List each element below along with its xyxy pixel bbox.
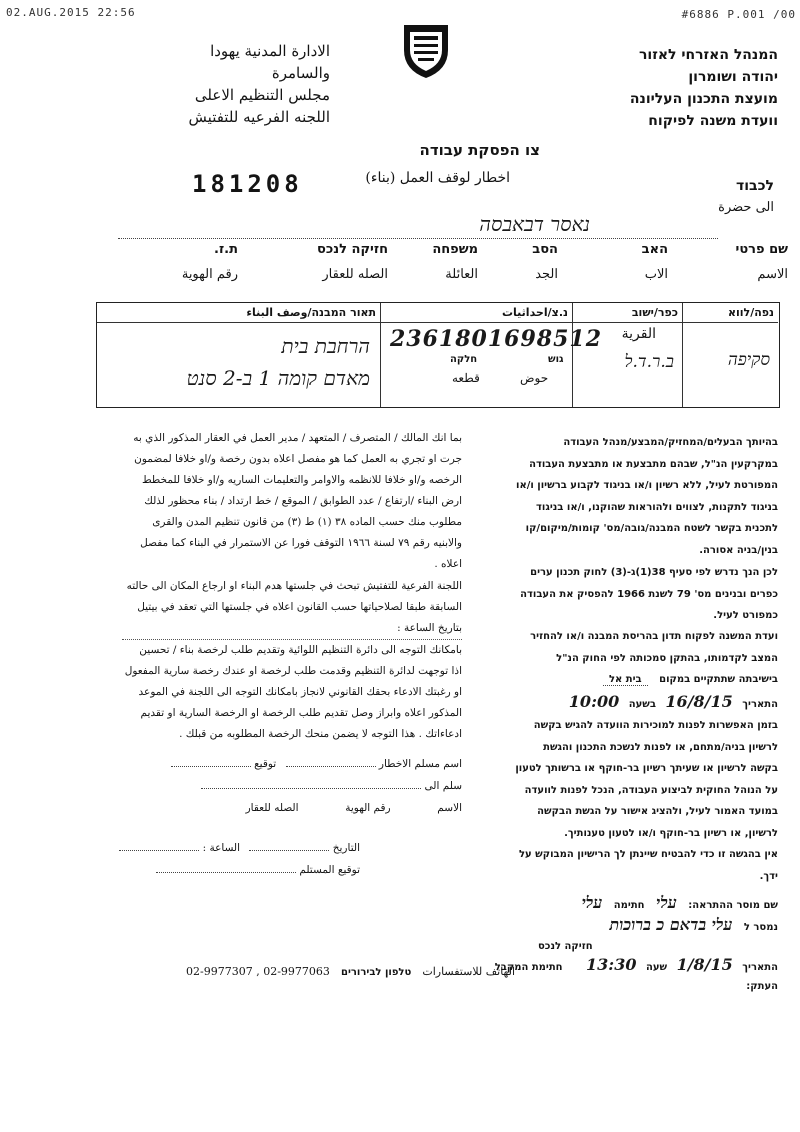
date2-label: התאריך [742,962,778,973]
recipient-sig-row [60,860,360,882]
hebrew-committee-line: על הנוהל החוקית לביצוע העבודה, הנכל לפנות לוועדה [524,784,778,796]
receiver-row [478,914,778,936]
arabic-body-line: والابنيه رقم ٧٩ لسنة ١٩٦٦ التوقف فورا عن الاستمرار في البناء كما مفصل [140,537,462,549]
receiver-value: עלי בדאם כ ברוכות [609,915,733,934]
hebrew-committee [508,626,778,887]
deliverer-value: עלי [656,893,677,912]
hebrew-header-line: המנהל האזרחי לאזור [638,47,778,63]
fax-timestamp: 02.AUG.2015 22:56 [6,6,136,19]
hebrew-committee-line: לרשיון בניה/מתחם, או לפנות לנשכת התכנון והגשת [543,741,778,753]
hour-label-ar: الساعة : [202,842,241,854]
addressee-handwritten: נאסר דבאבסה [479,212,590,236]
footer-hebrew-label: טלפון לבירורים [341,967,412,978]
time-label: בשעה [628,698,656,710]
to-hebrew: לכבוד [736,178,774,194]
col-family-ar: العائلة [445,267,478,282]
arabic-committee-line: ادعاءاتك . هذا التوجه لا يضمن منحك الرخصة المطلوبه من قبلك . [179,728,462,740]
area-value: סקיפה [727,350,770,370]
relation-label: חזיקה לנכס [538,941,593,952]
signature-label: חתימה [613,900,645,911]
hebrew-header-line: מועצת התכנון העליונה [629,91,778,107]
arabic-header [110,40,330,128]
time-value: 10:00 [568,691,620,711]
village-value: ב.ר.ד.ל [624,352,674,372]
recipient-sig-label: توقيع المستلم [299,864,360,876]
delivered-row [120,776,462,798]
hebrew-committee-line: בזמן האפשרות לפנות למוכירות הוועדה להגיש בקשה [533,720,778,731]
arabic-committee-line: بامكانك التوجه الى دائرة التنظيم اللوائية وتقديم طلب لرخصة بناء / تحسين [139,644,462,656]
desc-label: תאור המבנה/وصف البناء [246,306,376,319]
order-number: 181208 [192,170,303,198]
arabic-body-line: ارض البناء /ارتفاع / عدد الطوابق / الموقع / خط ارتداد / بناء محظور لذلك [144,495,462,507]
date-row-ar [60,838,360,860]
hod-label: حوض [520,371,549,385]
hebrew-body-line: המפורטת לעיל, ללא רשיון ו/או בניגוד לקבוע ברשיון ו/או [516,480,778,491]
hebrew-header-line: וועדת משנה לפיקוח [648,113,778,129]
arabic-body-line: اعلاه . [434,558,462,570]
meeting-place-label: בית אל [603,674,648,686]
col-id-heb: ת.ז. [214,242,238,257]
hebrew-body-line: בנין/בניה אסורה. [699,544,778,556]
col-father-ar: الاب [644,267,668,282]
date-value: 16/8/15 [665,691,733,711]
hebrew-order-line: כפרים ובנינים מס' 79 לשנת 1966 להפסיק את העבודה [520,588,778,600]
hebrew-body-line: לתכנית בקשר לשטח המבנה/גובה/מס' קומות/מיקום/קו [525,523,778,534]
helka-label: חלקה [450,354,478,365]
hebrew-body [508,432,778,561]
divider [380,303,381,407]
arabic-committee-line: اذا توجهت لدائرة التنظيم وقدمت طلب لرخصة او عندك رخصة سارية المفعول [124,665,462,677]
col-father-heb: האב [641,242,668,257]
col-grandfather-heb: הסב [532,242,558,257]
desc-value-2: מאדם קומה 1 ב-2 סנט [186,366,370,390]
arabic-body [60,428,462,575]
coords-value: 2361801698512 [390,326,602,352]
meeting-place-text: בישיבתה שתתקיים במקום [659,674,778,685]
village-arabic-label: القرية [621,326,656,342]
deliverer-row [478,892,778,914]
arabic-body-line: مطلوب منك حسب الماده ٣٨ (١) ط (٣) من قانون تنظيم المدن والقرى [152,516,462,528]
hour-value: 13:30 [586,955,637,974]
area-label: נפה/לווא [727,306,774,319]
divider [97,322,778,323]
desc-value-1: הרחבת בית [281,334,370,358]
divider [572,303,573,407]
hebrew-committee-line: במועד האמור לעיל, ולהציג אישור על הגשת הבקשה [537,806,778,817]
footer-arabic-label: الهاتف للاستفسارات [422,965,516,978]
col-grandfather-ar: الجد [535,267,558,282]
col-first-name-heb: שם פרטי [735,242,788,257]
hebrew-body-line: במקרקעין הנ"ל, שבהם מתבצעת או מתבצעת העבודה [529,458,778,470]
arabic-header-line: الادارة المدنية يهودا [210,42,330,60]
arabic-body-line: الرخصه و/او خلافا للانظمه والاوامر والتعليمات الساريه و/او خلافا للمخطط [141,474,462,486]
recipient-id-row [120,798,462,820]
arabic-committee-line: السابقة طبقا لصلاحياتها حسب القانون اعلاه في جلستها التي تعقد في بيتيل [137,601,462,613]
arabic-body-line: بما انك المالك / المتصرف / المتعهد / مدير العمل في العقار المذكور الذي به [133,432,462,444]
delivered-label: سلم الى [424,780,462,792]
to-arabic: الى حضرة [718,200,774,215]
addressee-line [118,238,718,239]
deliverer-label: שם מוסר ההתראה: [688,900,778,911]
hebrew-committee-line: ידך. [759,870,778,882]
arabic-committee-line: بتاريخ الساعة : [122,618,462,640]
hebrew-committee-line [508,669,778,691]
hebrew-order-line: כמפורט לעיל. [713,610,778,621]
hebrew-committee-line [508,691,778,716]
notifier-row [120,754,462,776]
arabic-date-fields [60,838,360,882]
arabic-body-line: جرت او تجري به العمل كما هو مفصل اعلاه بدون رخصة و/او خلافا لمضمون [134,453,462,465]
village-label: כפר/ישוב [631,306,678,319]
copy-label: העתק: [746,981,778,992]
hebrew-header [548,44,778,132]
date-label-ar: التاريخ [332,842,360,854]
hebrew-committee-line: ועדת המשנה לפקוח תדון בהריסת המבנה ו/או להחזיר [530,631,778,642]
col-relation-ar: الصله للعقار [322,267,388,282]
fax-page-id: #6886 P.001 /00 [681,8,796,21]
name-columns [240,240,788,290]
emblem-icon [396,22,456,80]
hebrew-committee-line: אין בהגשה זו כדי להבטיח שיינתן לך הרישיון המבוקש על [518,849,778,860]
footer [186,960,516,984]
notifier-label: اسم مسلم الاخطار [378,758,462,770]
date-label: התאריך [742,698,778,710]
hebrew-committee-line: לרשיון, או רשיון בר-חוקף ו/או לטעון טענותיך. [564,827,778,839]
arabic-header-line: مجلس التنظيم الاعلى [194,86,330,104]
date2-row [478,954,778,976]
hebrew-header-line: יהודה ושומרון [688,69,778,85]
arabic-committee [60,576,462,745]
relation-label-ar: الصله للعقار [245,802,299,814]
hebrew-committee-line: המצב לקדמותו, בהתקן סמכותה לפי החוק הנ"ל [556,652,778,664]
arabic-header-line: اللجنه الفرعيه للتفتيش [188,108,330,126]
relation-row [478,936,778,954]
hebrew-order [508,562,778,627]
sign-label: توقيع [254,758,277,770]
qita-label: قطعه [452,371,480,385]
hebrew-body-line: בהיותך הבעלים/המחזיק/המבצע/מנהל העבודה [563,437,778,448]
date2-value: 1/8/15 [676,955,733,974]
arabic-committee-line: اللجنة الفرعية للتفتيش تبحث في جلستها هدم البناء او ارجاع المكان الى حالته [126,580,462,592]
signature-value: עלי [581,893,603,912]
hour-label: שעה [645,962,668,973]
arabic-committee-line: او رغبتك الادعاء بحقك القانوني لانجاز بامكانك التوجه الى اللجنة في الموعد [138,686,462,698]
receiver-label: נמסר ל [743,922,778,933]
title-hebrew: צו הפסקת עבודה [419,141,540,159]
hebrew-committee-line: בקשה לרשיון או שעיתך רשיון בר-חוקף או ברשותך לטעון [515,763,778,774]
gush-label: גוש [548,354,564,365]
divider [682,303,683,407]
hebrew-signature-block [478,892,778,998]
col-id-ar: رقم الهوية [181,267,238,282]
arabic-committee-line: المذكور اعلاه وابراز وصل تقديم طلب الرخصة او الرخصة السارية او تقديم [140,707,462,719]
arabic-fields [120,754,462,820]
col-family-heb: משפחה [432,242,478,257]
hebrew-body-line: בניגוד לתקנות, לצווים ולהוראות שהוקנו, ו/או בניגוד [536,501,778,513]
hebrew-order-line: לכן הנך נדרש לפי סעיף 38(1)ג-(3) לחוק תכנון ערים [530,567,778,578]
title-arabic: اخطار لوقف العمل (بناء) [365,170,510,186]
col-first-name-ar: الاسم [757,267,788,282]
name-label: الاسم [437,802,462,814]
id-label: رقم الهوية [345,802,391,814]
footer-phones: 02-9977307 , 02-9977063 [186,965,330,978]
coords-label: נ.צ/احداثيات [502,306,568,319]
recipient-signature-label: חתימת המקבל [494,962,563,973]
col-relation-heb: חזיקה לנכס [317,242,388,257]
arabic-header-line: والسامرة [271,64,330,82]
